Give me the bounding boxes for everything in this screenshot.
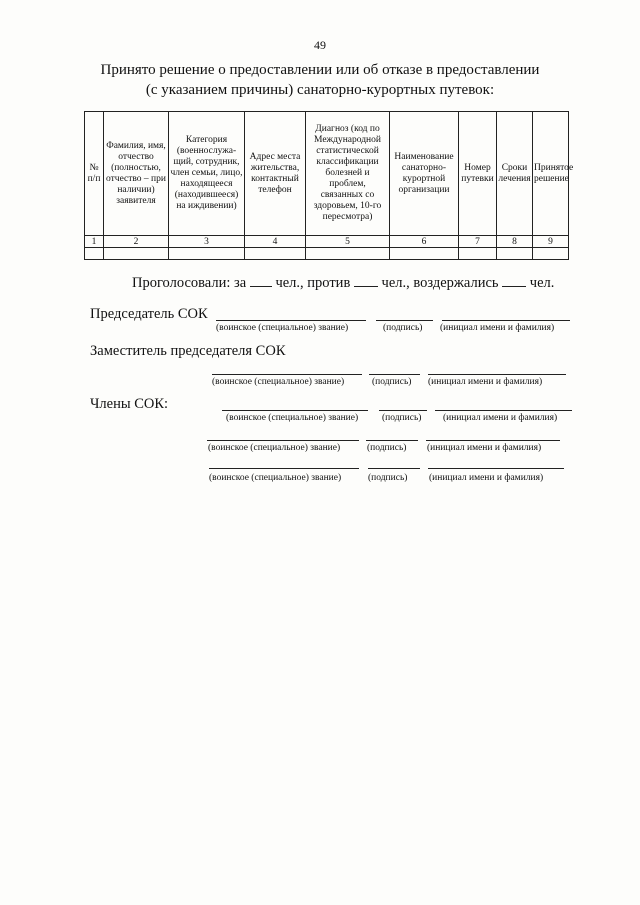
empty-cell[interactable] <box>169 248 245 260</box>
member-1-sign-line[interactable] <box>379 410 427 411</box>
table-number-row <box>85 236 569 248</box>
members-label: Члены СОК: <box>90 396 169 412</box>
rank-caption: (воинское (специальное) звание) <box>216 323 349 333</box>
votes-against-field[interactable] <box>354 274 378 287</box>
name-caption: (инициал имени и фамилия) <box>440 323 555 333</box>
heading-line-2: (с указанием причины) санаторно-курортных путевок: <box>145 82 495 98</box>
votes-abstained-field[interactable] <box>502 274 526 287</box>
vote-abstained-label: чел., воздержались <box>381 275 499 291</box>
col-number: 4 <box>245 236 306 248</box>
empty-cell[interactable] <box>245 248 306 260</box>
col-header-organization: Наименование санаторно-курортной организации <box>390 112 459 236</box>
deputy-name-line[interactable] <box>428 374 566 375</box>
chairman-name-line[interactable] <box>442 320 570 321</box>
name-caption: (инициал имени и фамилия) <box>429 473 544 483</box>
empty-cell[interactable] <box>533 248 569 260</box>
col-header-name: Фамилия, имя, отчество (полностью, отчество – при наличии) заявителя <box>104 112 169 236</box>
empty-cell[interactable] <box>104 248 169 260</box>
rank-caption: (воинское (специальное) звание) <box>212 377 345 387</box>
name-caption: (инициал имени и фамилия) <box>427 443 542 453</box>
vote-prefix: Проголосовали: за <box>132 275 247 291</box>
page-number: 49 <box>314 38 326 52</box>
col-header-address: Адрес места жительства, контактный телефон <box>245 112 306 236</box>
vote-against-label: чел., против <box>275 275 351 291</box>
member-3-name-line[interactable] <box>428 468 564 469</box>
col-header-voucher-number: Номер путевки <box>459 112 497 236</box>
table-header-row <box>85 112 569 236</box>
member-2-name-line[interactable] <box>426 440 560 441</box>
vouchers-table <box>84 111 574 260</box>
member-1-rank-line[interactable] <box>222 410 368 411</box>
col-number: 9 <box>533 236 569 248</box>
member-3-sign-line[interactable] <box>368 468 420 469</box>
member-2-sign-line[interactable] <box>366 440 418 441</box>
sign-caption: (подпись) <box>372 377 412 387</box>
col-number: 7 <box>459 236 497 248</box>
member-2-rank-line[interactable] <box>207 440 359 441</box>
rank-caption: (воинское (специальное) звание) <box>226 413 359 423</box>
chairman-rank-line[interactable] <box>216 320 366 321</box>
name-caption: (инициал имени и фамилия) <box>428 377 543 387</box>
chairman-sign-line[interactable] <box>376 320 433 321</box>
empty-cell[interactable] <box>459 248 497 260</box>
votes-for-field[interactable] <box>250 274 272 287</box>
chairman-label: Председатель СОК <box>90 306 208 322</box>
deputy-label: Заместитель председателя СОК <box>90 343 286 359</box>
sign-caption: (подпись) <box>367 443 407 453</box>
col-number: 2 <box>104 236 169 248</box>
col-number: 6 <box>390 236 459 248</box>
col-number: 5 <box>306 236 390 248</box>
col-header-treatment-period: Сроки лечения <box>497 112 533 236</box>
rank-caption: (воинское (специальное) звание) <box>208 443 341 453</box>
col-header-decision: Принятое решение <box>533 112 569 236</box>
member-1-name-line[interactable] <box>435 410 572 411</box>
empty-cell[interactable] <box>85 248 104 260</box>
sign-caption: (подпись) <box>383 323 423 333</box>
table-empty-row <box>85 248 569 260</box>
col-header-diagnosis: Диагноз (код по Международной статистической классификации болезней и проблем, связанных со здоровьем, 10-го пересмотра) <box>306 112 390 236</box>
heading-line-1: Принято решение о предоставлении или об отказе в предоставлении <box>100 62 540 78</box>
empty-cell[interactable] <box>390 248 459 260</box>
name-caption: (инициал имени и фамилия) <box>443 413 558 423</box>
col-number: 3 <box>169 236 245 248</box>
vote-suffix: чел. <box>529 275 555 291</box>
col-header-category: Категория (военнослужа-щий, сотрудник, член семьи, лицо, находящееся (находившееся) на иждивении) <box>169 112 245 236</box>
sign-caption: (подпись) <box>382 413 422 423</box>
col-number: 8 <box>497 236 533 248</box>
empty-cell[interactable] <box>497 248 533 260</box>
deputy-sign-line[interactable] <box>369 374 420 375</box>
empty-cell[interactable] <box>306 248 390 260</box>
rank-caption: (воинское (специальное) звание) <box>209 473 342 483</box>
col-header-number: № п/п <box>85 112 104 236</box>
member-3-rank-line[interactable] <box>209 468 359 469</box>
deputy-rank-line[interactable] <box>212 374 362 375</box>
col-number: 1 <box>85 236 104 248</box>
vote-line <box>132 274 554 292</box>
sign-caption: (подпись) <box>368 473 408 483</box>
